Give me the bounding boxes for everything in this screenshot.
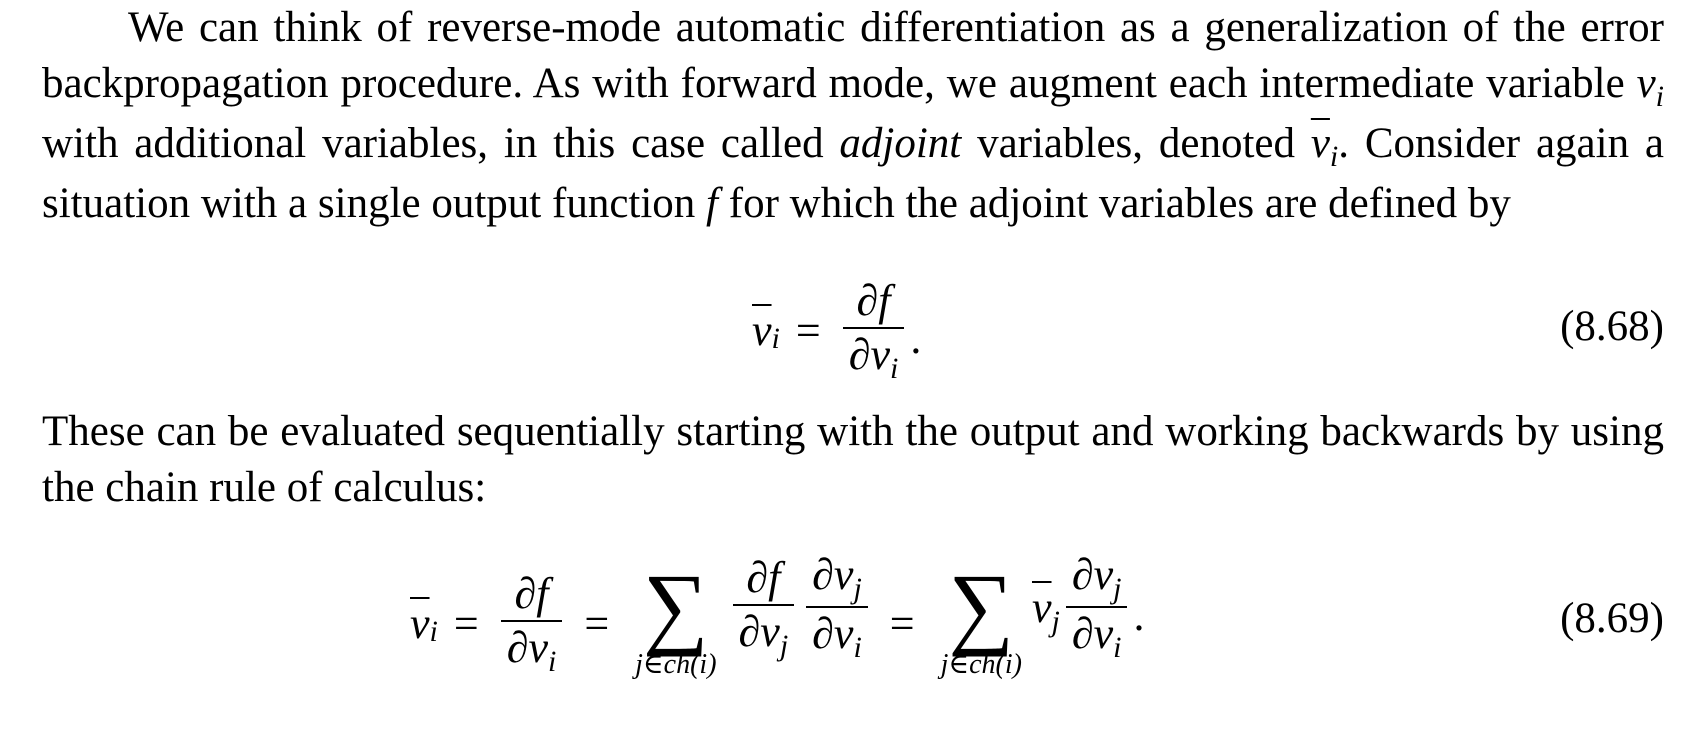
eq2-frac1-den-d: ∂v <box>506 622 548 672</box>
paragraph-chain-rule: These can be evaluated sequentially starting with the output and working backwards by using the chain rule of calculus: <box>42 408 1664 511</box>
eq1-lhs-sub: i <box>771 322 780 355</box>
text-run: with additional variables, in this case called <box>42 120 840 167</box>
text-run: . Consider again a situation with a single output function <box>42 120 1664 227</box>
emphasis-adjoint: adjoint <box>839 120 962 167</box>
eq1-period: . <box>910 313 922 363</box>
equation-8-69 <box>410 548 1144 698</box>
eq2-frac2-num: ∂f <box>746 552 781 602</box>
sum-subscript: j∈ch(i) <box>635 649 717 680</box>
eq1-numerator: ∂f <box>856 275 891 325</box>
eq2-fraction-4 <box>1066 549 1128 665</box>
equation-number-8-68: (8.68) <box>1560 303 1664 350</box>
eq2-frac4-num <box>1066 549 1128 606</box>
eq1-den-sub: i <box>889 351 899 385</box>
math-sub-i: i <box>1655 80 1664 113</box>
eq2-frac3-den-d: ∂v <box>812 609 854 658</box>
math-f: f <box>706 180 718 227</box>
eq2-frac3-num-d: ∂v <box>812 550 854 599</box>
eq2-frac4-den-sub: i <box>1113 631 1122 664</box>
sigma-symbol: ∑ <box>643 555 709 657</box>
eq2-frac4-den-d: ∂v <box>1071 609 1114 658</box>
sum-subscript: j∈ch(i) <box>940 649 1022 680</box>
eq1-den-d: ∂v <box>848 329 890 379</box>
eq2-lhs-sub: i <box>429 615 438 648</box>
eq1-denominator <box>843 327 905 386</box>
eq2-vbar-j <box>1031 582 1060 638</box>
eq2-equals-3: = <box>889 598 915 648</box>
paragraph-intro <box>42 0 1664 232</box>
eq2-lhs-var: $\overline{v}$ <box>410 598 430 648</box>
math-sub-i: i <box>1329 140 1339 173</box>
eq2-equals-1: = <box>453 598 479 648</box>
eq2-frac4-num-sub: j <box>1113 572 1122 605</box>
eq1-fraction <box>843 275 905 386</box>
equation-number-8-69: (8.69) <box>1560 595 1664 642</box>
eq2-sum-1 <box>635 555 717 682</box>
eq2-period: . <box>1133 590 1145 640</box>
eq2-frac4-den <box>1066 606 1128 665</box>
eq2-vbar-j-var: $\overline{v}$ <box>1031 582 1052 632</box>
eq2-frac1-num: ∂f <box>514 568 549 618</box>
eq2-fraction-2 <box>733 552 795 663</box>
eq2-frac1-den-sub: i <box>547 644 557 678</box>
text-run: for which the adjoint variables are defined by <box>718 180 1511 227</box>
eq2-frac3-num <box>806 549 868 606</box>
eq2-equals-2: = <box>584 598 610 648</box>
text-run: variables, denoted <box>961 120 1311 167</box>
equation-8-68 <box>752 270 921 390</box>
eq2-frac2-den <box>733 604 795 663</box>
math-vbar: $\overline{v}$ <box>1310 120 1330 167</box>
eq2-frac3-num-sub: j <box>853 572 862 605</box>
eq2-frac1-den <box>501 620 563 679</box>
text-run: We can think of reverse-mode automatic differentiation as a generalization of the error backpropagation procedure. As with forward mode, we augment each intermediate variable <box>42 4 1664 107</box>
eq2-frac3-den <box>806 606 868 665</box>
sigma-symbol: ∑ <box>948 555 1015 657</box>
eq2-frac2-den-d: ∂v <box>738 606 780 656</box>
eq1-lhs-var: $\overline{v}$ <box>752 305 772 355</box>
eq2-sum-2 <box>940 555 1022 682</box>
math-v: v <box>1636 60 1656 107</box>
eq2-frac2-den-sub: j <box>779 628 789 662</box>
eq2-frac4-num-d: ∂v <box>1071 550 1114 599</box>
eq2-fraction-1 <box>501 568 563 679</box>
eq2-fraction-3 <box>806 549 868 665</box>
eq1-equals: = <box>795 305 821 355</box>
eq2-frac3-den-sub: i <box>853 631 862 664</box>
eq2-vbar-j-sub: j <box>1051 604 1060 638</box>
